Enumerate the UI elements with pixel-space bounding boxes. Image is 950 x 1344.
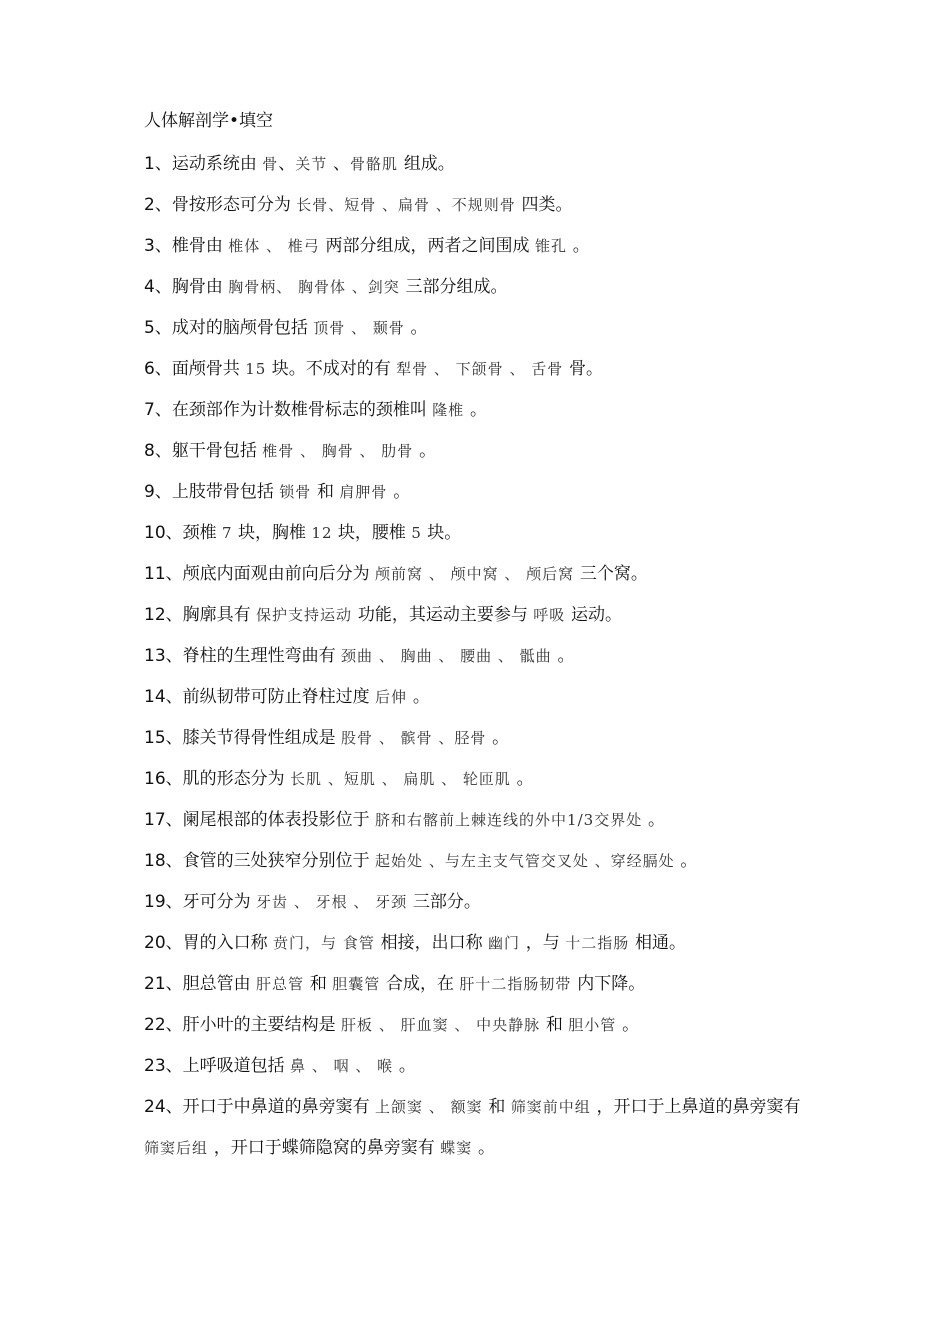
question-text: 。 — [477, 1138, 495, 1158]
question-text: 12、胸廓具有 — [144, 605, 257, 625]
answer-text: 蝶窦 — [440, 1139, 478, 1157]
question-text: 21、胆总管由 — [144, 974, 257, 994]
answer-text: 长肌 、短肌 、 扁肌 、 轮匝肌 — [290, 770, 517, 788]
question-text: 、 — [278, 154, 296, 174]
answer-text: 牙齿 、 牙根 、 牙颈 — [256, 893, 413, 911]
question-text: 四类。 — [521, 195, 573, 215]
question-text: 。 — [470, 400, 488, 420]
question-text: 块。不成对的有 — [266, 359, 397, 379]
answer-text: 椎骨 、 胸骨 、 肋骨 — [262, 442, 420, 460]
document-page — [144, 110, 814, 1169]
question-text: 6、面颅骨共 — [144, 359, 246, 379]
question-item — [144, 923, 814, 964]
question-text: 2、骨按形态可分为 — [144, 195, 297, 215]
question-item — [144, 800, 814, 841]
question-item — [144, 636, 814, 677]
question-text: 24、开口于中鼻道的鼻旁窦有 — [144, 1097, 376, 1117]
question-text: 。 — [398, 1056, 416, 1076]
question-text: 23、上呼吸道包括 — [144, 1056, 291, 1076]
answer-text: 胆小管 — [568, 1016, 623, 1034]
question-text: 19、牙可分为 — [144, 892, 257, 912]
answer-text: 筛窦后组 — [144, 1139, 214, 1157]
question-text: 相接，出口称 — [380, 933, 488, 953]
question-text: 三部分组成。 — [405, 277, 508, 297]
answer-text: 十二指肠 — [565, 934, 635, 952]
question-text: 。 — [572, 236, 590, 256]
answer-text: 肝十二指肠韧带 — [459, 975, 578, 993]
question-text: 15、膝关节得骨性组成是 — [144, 728, 342, 748]
question-item — [144, 964, 814, 1005]
question-item — [144, 1005, 814, 1046]
answer-text: 胆囊管 — [332, 975, 387, 993]
question-text: 三个窝。 — [579, 564, 648, 584]
answer-text: 5 — [411, 524, 422, 542]
question-text: 。 — [492, 728, 510, 748]
question-text: 20、胃的入口称 — [144, 933, 274, 953]
question-text: 10、颈椎 — [144, 523, 223, 543]
answer-text: 保护支持运动 — [256, 606, 358, 624]
answer-text: 肝板 、 肝血窦 、 中央静脉 — [341, 1016, 546, 1034]
answer-text: 隆椎 — [432, 401, 471, 419]
question-item — [144, 185, 814, 226]
question-list — [144, 144, 814, 1169]
answer-text: 椎体 、 椎弓 — [228, 237, 326, 255]
question-text: 17、阑尾根部的体表投影位于 — [144, 810, 376, 830]
question-item — [144, 267, 814, 308]
question-text: ，开口于上鼻道的鼻旁窦有 — [596, 1097, 801, 1117]
question-text: 14、前纵韧带可防止脊柱过度 — [144, 687, 376, 707]
question-text: 功能，其运动主要参与 — [357, 605, 534, 625]
question-item — [144, 554, 814, 595]
question-text: 组成。 — [403, 154, 455, 174]
answer-text: 锥孔 — [534, 237, 573, 255]
question-text: ，与 — [525, 933, 566, 953]
answer-text: 锁骨 — [279, 483, 318, 501]
answer-text: 犁骨 、 下颌骨 、 舌骨 — [396, 360, 569, 378]
question-text: 、 — [333, 154, 351, 174]
question-text: 18、食管的三处狭窄分别位于 — [144, 851, 376, 871]
answer-text: 15 — [245, 360, 267, 378]
answer-text: 起始处 、与左主支气管交叉处 、穿经膈处 — [375, 852, 681, 870]
question-item — [144, 390, 814, 431]
question-text: 块。 — [421, 523, 462, 543]
answer-text: 筛窦前中组 — [510, 1098, 597, 1116]
question-text: 16、肌的形态分为 — [144, 769, 291, 789]
question-text: 和 — [317, 482, 340, 502]
question-text: 4、胸骨由 — [144, 277, 229, 297]
question-text: 相通。 — [634, 933, 686, 953]
question-text: 11、颅底内面观由前向后分为 — [144, 564, 376, 584]
question-text: 块，胸椎 — [232, 523, 312, 543]
question-item — [144, 431, 814, 472]
question-text: 。 — [647, 810, 665, 830]
question-item — [144, 882, 814, 923]
question-text: 。 — [412, 687, 430, 707]
answer-text: 12 — [311, 524, 333, 542]
question-text: 。 — [557, 646, 575, 666]
question-item — [144, 677, 814, 718]
answer-text: 顶骨 、 颞骨 — [313, 319, 411, 337]
question-item — [144, 144, 814, 185]
answer-text: 上颌窦 、 额窦 — [375, 1098, 489, 1116]
question-text: 块，腰椎 — [332, 523, 412, 543]
answer-text: 呼吸 — [533, 606, 572, 624]
answer-text: 胸骨柄、 胸骨体 、剑突 — [228, 278, 406, 296]
question-text: 。 — [419, 441, 437, 461]
answer-text: 长骨、短骨 、扁骨 、不规则骨 — [296, 196, 522, 214]
question-text: 和 — [309, 974, 333, 994]
question-text: 和 — [488, 1097, 511, 1117]
question-text: 合成，在 — [386, 974, 460, 994]
answer-text: 幽门 — [488, 934, 526, 952]
question-item — [144, 472, 814, 513]
question-text: ，开口于蝶筛隐窝的鼻旁窦有 — [213, 1138, 441, 1158]
answer-text: 骨 — [262, 155, 279, 173]
question-text: 。 — [393, 482, 411, 502]
question-text: 3、椎骨由 — [144, 236, 229, 256]
question-text: 。 — [410, 318, 428, 338]
question-item — [144, 226, 814, 267]
question-text: 三部分。 — [412, 892, 481, 912]
question-item — [144, 308, 814, 349]
question-text: 骨。 — [568, 359, 603, 379]
question-text: 。 — [516, 769, 534, 789]
question-item — [144, 513, 814, 554]
question-item — [144, 349, 814, 390]
question-item — [144, 1087, 814, 1169]
question-text: 两部分组成，两者之间围成 — [325, 236, 535, 256]
question-item — [144, 718, 814, 759]
question-text: 和 — [545, 1015, 569, 1035]
question-text: 9、上肢带骨包括 — [144, 482, 280, 502]
question-item — [144, 595, 814, 636]
question-item — [144, 759, 814, 800]
answer-text: 肝总管 — [256, 975, 310, 993]
question-text: 运动。 — [571, 605, 623, 625]
answer-text: 颅前窝 、 颅中窝 、 颅后窝 — [375, 565, 580, 583]
question-item — [144, 1046, 814, 1087]
document-title: 人体解剖学•填空 — [144, 111, 274, 131]
answer-text: 肩胛骨 — [339, 483, 394, 501]
question-text: 。 — [680, 851, 698, 871]
question-item — [144, 841, 814, 882]
question-text: 1、运动系统由 — [144, 154, 263, 174]
answer-text: 贲门，与 食管 — [273, 934, 381, 952]
answer-text: 脐和右髂前上棘连线的外中1/3交界处 — [375, 811, 648, 829]
question-text: 22、肝小叶的主要结构是 — [144, 1015, 342, 1035]
answer-text: 后伸 — [375, 688, 413, 706]
question-text: 7、在颈部作为计数椎骨标志的颈椎叫 — [144, 400, 433, 420]
question-text: 5、成对的脑颅骨包括 — [144, 318, 314, 338]
question-text: 。 — [622, 1015, 640, 1035]
answer-text: 关节 — [295, 155, 334, 173]
answer-text: 股骨 、 髌骨 、胫骨 — [341, 729, 493, 747]
answer-text: 7 — [222, 524, 233, 542]
answer-text: 骨骼肌 — [350, 155, 404, 173]
question-text: 13、脊柱的生理性弯曲有 — [144, 646, 342, 666]
question-text: 内下降。 — [577, 974, 646, 994]
question-text: 8、躯干骨包括 — [144, 441, 263, 461]
answer-text: 颈曲 、 胸曲 、 腰曲 、 骶曲 — [341, 647, 558, 665]
answer-text: 鼻 、 咽 、 喉 — [290, 1057, 399, 1075]
